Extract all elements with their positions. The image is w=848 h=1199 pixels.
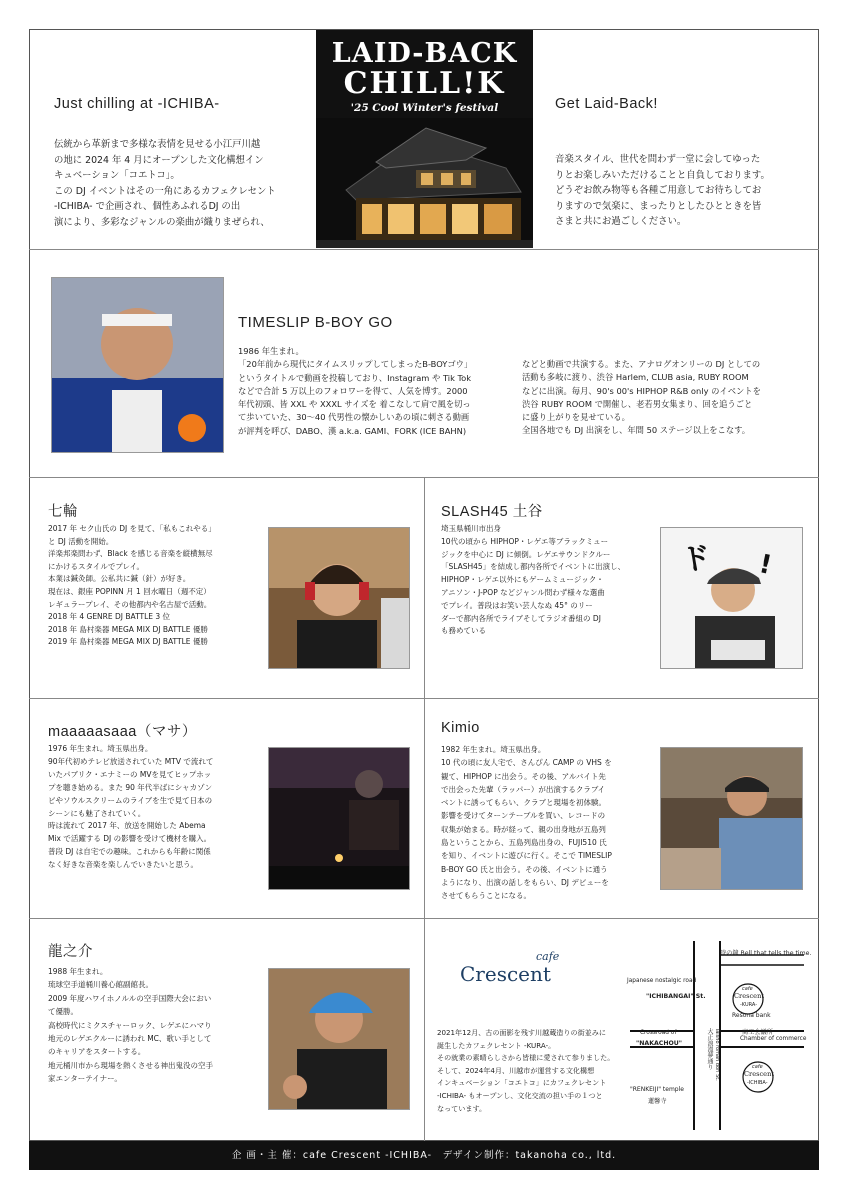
map-ichiba-small: cafe [752,1064,763,1070]
map-nakachou-en: Crossroad of [640,1030,677,1036]
building-illustration [316,118,533,248]
cafe-logo-big: Crescent [460,962,551,986]
map-ichiba-big: Crescent [744,1070,774,1078]
featured-dj-bio-right: などと動画で共演する。また、アナログオンリーの DJ としての 活動も多岐に渡り、渋谷 Harlem, CLUB asia, RUBY ROOM などに出演。毎月、90's 00's HIPHOP R&B only のイベントを 渋谷 RUBY ROOM で開催し、老若男女集まり、回を追うごと に盛り上がりを見せている。 全国各地でも DJ 出演をし、年間 50 ステージ以上をこなす。 [522,359,761,436]
header-right-title: Get Laid-Back! [555,96,658,112]
dj-name-shichirin: 七輪 [48,504,78,520]
crescent-moon-icon [480,943,570,1013]
map-ichibangai: "ICHIBANGAI" St. [646,993,706,1000]
featured-dj-bio-left: 1986 年生まれ。 「20年前から現代にタイムスリップしてしまったB-BOYゴウ」 というタイトルで動画を投稿しており、Instagram や Tik Tok などで合計 5 万以上のフォロワーを得て、人気を博す。2000 年代初頭、皆 XXL や XXXL サイズを 着こなして肩で風を切っ て歩いていた、30〜40 代男性の懐かしいあの頃に刺さる動画 が評判を呼び、DABO、漢 a.k.a. GAMI、FORK (ICE BAHN) [238,346,473,436]
cafe-logo-small: cafe [536,950,560,963]
logo-title-line2: CHILL!K [343,66,506,101]
dj-photo-masa [268,747,410,890]
dj-name-slash45: SLASH45 土谷 [441,504,543,520]
dj-photo-ryunosuke [268,968,410,1110]
dj-bio-ryunosuke: 1988 年生まれ。 琉球空手道桶川養心館副館長。 2009 年度ハワイホノルルの空手国際大会におい て優勝。 高校時代にミクスチャーロック、レゲエにハマり 地元のレゲエクルーに誘われ MC、歌い手として のキャリアをスタートする。 地元桶川市から現場を熱くさせる神出鬼没の空手 家エンターテイナー。 [48,967,213,1084]
footer-credits: 企 画・主 催：cafe Crescent -ICHIBA- デザイン制作：takanoha co., ltd. [29,1141,819,1170]
dj-name-ryunosuke: 龍之介 [48,944,93,960]
header-left-text: 伝統から革新まで多様な表情を見せる小江戸川越 の地に 2024 年 4 月にオープンした文化構想イン キュベーション「コエトコ」。 この DJ イベントはその一角にあるカフェクレセント -ICHIBA- で企画され、個性あふれるDJ の出 演により、多彩なジャンルの楽曲が織りまぜられ、 [54,139,276,228]
map-renkeiji-jp: 蓮馨寺 [648,1098,667,1105]
dj-photo-slash45 [660,527,803,669]
dj-photo-shichirin [268,527,410,669]
header-left-title: Just chilling at -ICHIBA- [54,96,220,112]
dj-bio-slash45: 埼玉県桶川市出身 10代の頃から HIPHOP・レゲエ等ブラックミュー ジックを中心に DJ に傾倒。レゲエサウンドクルー 「SLASH45」を結成し都内各所でイベントに出演し、 HIPHOP・レゲエ以外にもゲームミュージック・ アニソン・J-POP などジャンル問わず様々な選曲 でプレイ。普段はお笑い芸人なぬ 45° のリー ダーで都内各所でライブそしてラジオ番組の DJ も務めている [441,524,626,636]
dj-bio-kimio: 1982 年生まれ。埼玉県出身。 10 代の頃に友人宅で、さんぴん CAMP の VHS を 観て、HIPHOP に出会う。その後、アルバイト先 で出会った先輩（ラッパー）が出演するクラブイ ベントに誘ってもらい、クラブと現場を初体験。 影響を受けてターンテーブルを買い、レコードの 収集が始まる。時が経って、親の出身地が五島列 島ということから、五島列島出身の、FUJI510 氏 を知り、イベントに遊びに行く。そこで TIMESLIP B-BOY GO 氏と出会う。その後、イベントに通う ようになり、出演の話しをもらい、DJ デビューを させてもらうことになる。 [441,745,612,901]
header-right-text: 音楽スタイル、世代を問わず一堂に会してゆった りとお楽しみいただけることと自負しております。 どうぞお飲み物等も各種ご用意してお待ちしてお りますので気楽に、まったりとしたひとときを皆 さまと共にお過ごしください。 [555,154,770,228]
map-kura-small: cafe [742,986,753,992]
map-kura-sub: -KURA- [740,1002,757,1008]
dj-name-kimio: Kimio [441,720,480,736]
map-nakachou: "NAKACHOU" [636,1040,683,1047]
map-ichiba-sub: -ICHIBA- [747,1080,768,1086]
dj-photo-kimio [660,747,803,890]
map-chamber-jp: 商工会議所 [742,1029,773,1036]
map-bell-label: 時の鐘 Bell that tells the time. [720,950,812,957]
svg-text:!: ! [756,549,775,581]
map-chamber-en: Chamber of commerce [740,1036,807,1042]
event-logo-panel [316,30,533,248]
logo-subtitle: '25 Cool Winter's festival [350,102,499,114]
dj-bio-masa: 1976 年生まれ。埼玉県出身。 90年代初めテレビ放送されていた MTV で流れて いたパブリク・エナミーの MVを見てヒップホッ プを聴き始める。また 90 年代半ばにシャカゾン ビやソウルスクリームのライブを生で見て日本の シーンにも魅了されていく。 時は流れて 2017 年、放送を開始した Abema Mix で活躍する DJ の影響を受けて機材を購入。 普段 DJ は自宅での趣味。これからも年齢に関係 なく好きな音楽を楽しんでいきたいと思う。 [48,744,214,870]
map-resona: Resona bank [732,1012,771,1019]
map-kura-big: Crescent [734,992,764,1000]
svg-text:ド: ド [678,539,714,580]
map-ichibangai-en: Japanese nostalgic road [627,978,697,984]
logo-title-line1: LAID-BACK [331,38,518,69]
map-renkeiji: "RENKEIJI" temple [630,1086,684,1093]
map-taisho-jp: 大正浪漫夢通り [706,1028,713,1070]
featured-dj-name: TIMESLIP B-BOY GO [238,314,393,331]
map-taisho-en: Taisho roman dori St. [714,1028,720,1081]
dj-bio-shichirin: 2017 年 セク山氏の DJ を見て、「私もこれやる」 と DJ 活動を開始。 洋楽邦楽問わず、Black を感じる音楽を縦横無尽 にかけるスタイルでプレイ。 本業は鍼灸師。公私共に鍼（針）が好き。 現在は、銀座 POPINN 月 1 回水曜日（週不定） レギュラープレイ、その他都内や名古屋で活動。 2018 年 4 GENRE DJ BATTLE 3 位 2018 年 島村楽器 MEGA MIX DJ BATTLE 優勝 2019 年 島村楽器 MEGA MIX DJ BATTLE 優勝 [48,524,216,647]
divider-header [29,249,819,250]
featured-dj-photo [51,277,224,453]
cafe-description: 2021年12月、古の面影を残す川越蔵造りの街並みに 誕生したカフェクレセント -KURA-。 その就業の素晴らしさから皆様に愛されて参りました。 そして、2024年4月、川越市が運営する文化構想 インキュベーション「コエトコ」にカフェクレセント -ICHIBA- もオープンし、文化交流の担い手の１つと なっています。 [437,1028,615,1113]
divider-vertical [424,478,425,1141]
dj-name-masa: maaaaasaaa（マサ） [48,724,197,740]
